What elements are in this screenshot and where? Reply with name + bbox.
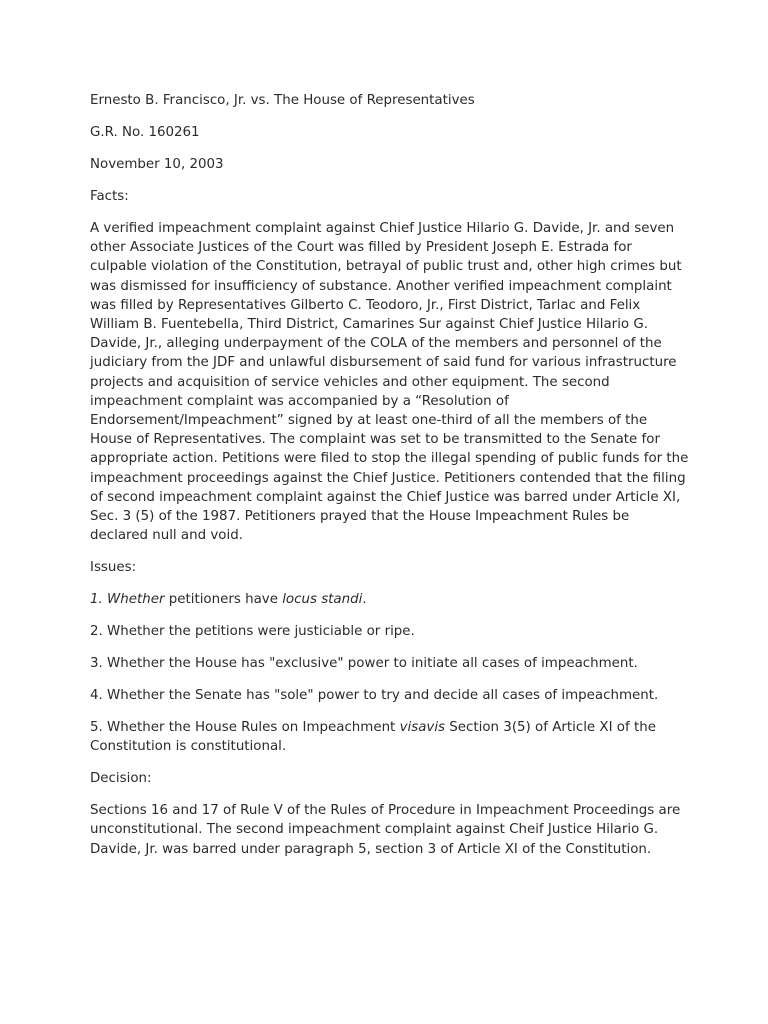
issue-1-text-a: petitioners have [164, 592, 283, 608]
case-title: Ernesto B. Francisco, Jr. vs. The House of Representatives [90, 93, 475, 108]
issue-1-prefix: 1. Whether [90, 592, 165, 608]
issue-1-term: locus standi [282, 592, 363, 608]
facts-heading: Facts: [90, 189, 129, 204]
decision-heading: Decision: [90, 771, 152, 787]
issues-heading: Issues: [90, 560, 137, 576]
decision-paragraph: Sections 16 and 17 of Rule V of the Rules of Procedure in Impeachment Proceedings are unconstitutional. The second impeachment complaint against Cheif Justice Hilario G. Davide, Jr. was barred under paragraph 5, section 3 of Article XI of the Constitution. [90, 803, 681, 857]
issues-list [90, 590, 690, 756]
document-body [90, 91, 690, 871]
gr-number: G.R. No. 160261 [90, 125, 200, 140]
issue-5-text-b: Section 3(5) of Article XI of the Constitution is constitutional. [90, 720, 656, 755]
issue-5-text-a: 5. Whether the House Rules on Impeachment [90, 720, 400, 736]
issue-item-3: 3. Whether the House has "exclusive" power to initiate all cases of impeachment. [90, 656, 638, 672]
issue-5-term: visavis [399, 720, 446, 736]
facts-paragraph: A verified impeachment complaint against Chief Justice Hilario G. Davide, Jr. and seven other Associate Justices of the Court was filled by President Joseph E. Estrada for culpable violation of the Constitution, betrayal of public trust and, other high crimes but was dismissed for insufficiency of substance. Another verified impeachment complaint was filled by Representatives Gilberto C. Teodoro, Jr., First District, Tarlac and Felix William B. Fuentebella, Third District, Camarines Sur against Chief Justice Hilario G. Davide, Jr., alleging underpayment of the COLA of the members and personnel of the judiciary from the JDF and unlawful disbursement of said fund for various infrastructure projects and acquisition of service vehicles and other equipment. The second impeachment complaint was accompanied by a “Resolution of Endorsement/Impeachment” signed by at least one-third of all the members of the House of Representatives. The complaint was set to be transmitted to the Senate for appropriate action. Petitions were filed to stop the illegal spending of public funds for the impeachment proceedings against the Chief Justice. Petitioners contended that the filing of second impeachment complaint against the Chief Justice was barred under Article XI, Sec. 3 (5) of the 1987. Petitioners prayed that the House Impeachment Rules be declared null and void. [90, 221, 689, 544]
issue-item-5 [90, 718, 690, 756]
issue-item-4: 4. Whether the Senate has "sole" power to try and decide all cases of impeachment. [90, 688, 659, 704]
decision-date: November 10, 2003 [90, 157, 224, 172]
issue-1-text-b: . [362, 592, 367, 608]
issue-item-1 [90, 590, 690, 609]
issue-item-2: 2. Whether the petitions were justiciable or ripe. [90, 624, 415, 640]
